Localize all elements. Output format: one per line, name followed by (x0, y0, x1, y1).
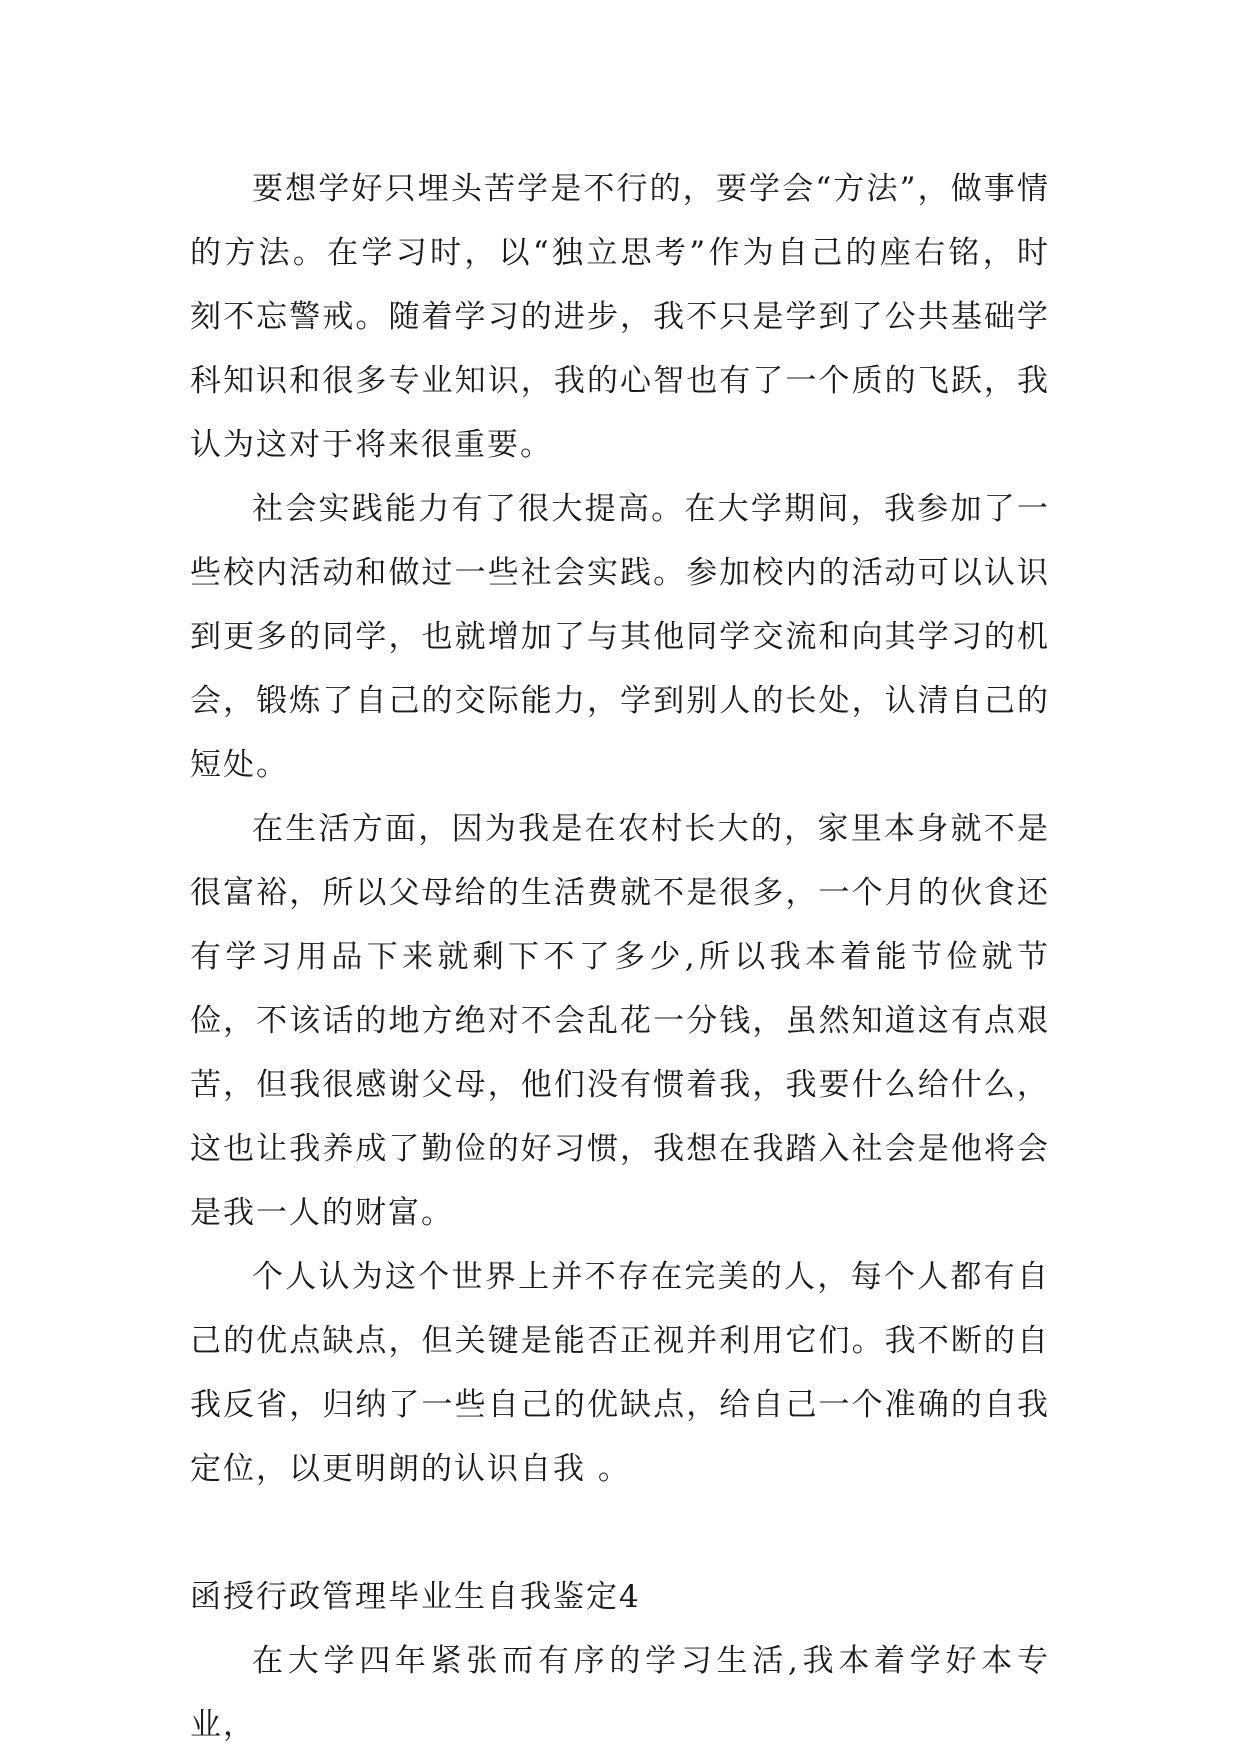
paragraph-5: 在大学四年紧张而有序的学习生活,我本着学好本专业， (190, 1643, 1050, 1743)
paragraph-2: 社会实践能力有了很大提高。在大学期间，我参加了一些校内活动和做过一些社会实践。参加校内的活动可以认识到更多的同学，也就增加了与其他同学交流和向其学习的机会，锻炼了自己的交际能力，学到别人的长处，认清自己的短处。 (190, 491, 1050, 783)
paragraph-1: 要想学好只埋头苦学是不行的，要学会“方法”，做事情的方法。在学习时，以“独立思考”作为自己的座右铭，时刻不忘警戒。随着学习的进步，我不只是学到了公共基础学科知识和很多专业知识，我的心智也有了一个质的飞跃，我认为这对于将来很重要。 (190, 171, 1050, 463)
paragraph-4: 个人认为这个世界上并不存在完美的人，每个人都有自己的优点缺点，但关键是能否正视并利用它们。我不断的自我反省，归纳了一些自己的优缺点，给自己一个准确的自我定位，以更明朗的认识自我 。 (190, 1259, 1050, 1487)
document-body (190, 157, 1050, 1757)
paragraph-3: 在生活方面，因为我是在农村长大的，家里本身就不是很富裕，所以父母给的生活费就不是很多，一个月的伙食还有学习用品下来就剩下不了多少,所以我本着能节俭就节俭，不该话的地方绝对不会乱花一分钱，虽然知道这有点艰苦，但我很感谢父母，他们没有惯着我，我要什么给什么，这也让我养成了勤俭的好习惯，我想在我踏入社会是他将会是我一人的财富。 (190, 811, 1050, 1231)
section-heading: 函授行政管理毕业生自我鉴定4 (190, 1579, 641, 1615)
